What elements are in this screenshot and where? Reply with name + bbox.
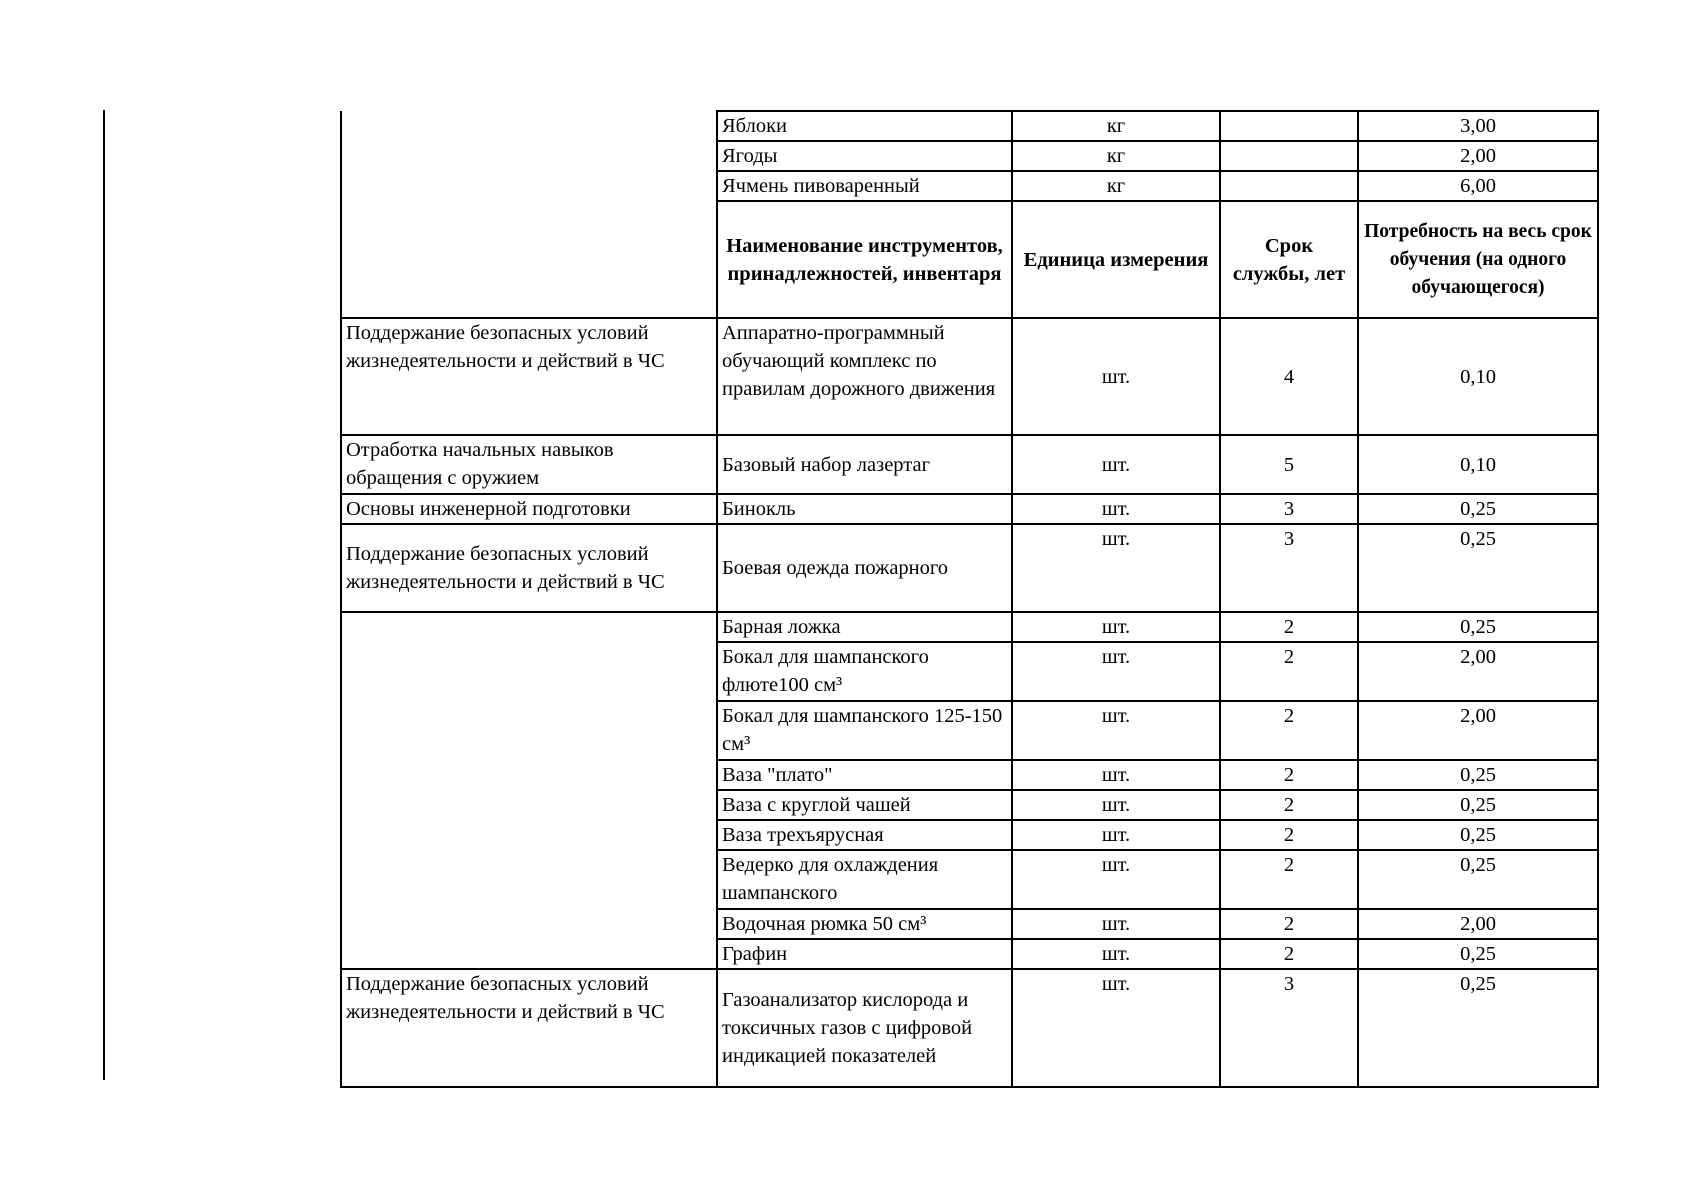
item-unit: шт. (1012, 435, 1220, 494)
item-name: Базовый набор лазертаг (717, 435, 1012, 494)
module-name: Отработка начальных навыков обращения с оружием (341, 435, 717, 494)
item-term: 2 (1220, 642, 1358, 701)
table-row (341, 494, 1598, 524)
item-term (1220, 171, 1358, 201)
item-name: Яблоки (717, 111, 1012, 141)
item-unit: шт. (1012, 494, 1220, 524)
module-name: Поддержание безопасных условий жизнедеятельности и действий в ЧС (341, 318, 717, 435)
item-term (1220, 111, 1358, 141)
item-name: Водочная рюмка 50 см³ (717, 909, 1012, 939)
item-unit: шт. (1012, 318, 1220, 435)
item-unit: шт. (1012, 642, 1220, 701)
item-unit: шт. (1012, 760, 1220, 790)
module-cell-empty (341, 612, 717, 969)
item-unit: шт. (1012, 612, 1220, 642)
header-unit: Единица измерения (1012, 201, 1220, 318)
item-name: Аппаратно-программный обучающий комплекс по правилам дорожного движения (717, 318, 1012, 435)
item-unit: шт. (1012, 850, 1220, 909)
item-name: Ведерко для охлаждения шампанского (717, 850, 1012, 909)
item-term: 3 (1220, 494, 1358, 524)
item-name: Ваза "плато" (717, 760, 1012, 790)
item-unit: кг (1012, 111, 1220, 141)
item-need: 0,10 (1358, 435, 1598, 494)
item-unit: шт. (1012, 909, 1220, 939)
item-need: 0,10 (1358, 318, 1598, 435)
header-need: Потребность на весь срок обучения (на одного обучающегося) (1358, 201, 1598, 318)
table-row (341, 435, 1598, 494)
item-name: Ваза с круглой чашей (717, 790, 1012, 820)
item-name: Газоанализатор кислорода и токсичных газов с цифровой индикацией показателей (717, 969, 1012, 1087)
header-name: Наименование инструментов, принадлежностей, инвентаря (717, 201, 1012, 318)
item-unit: шт. (1012, 701, 1220, 760)
table-row (341, 111, 1598, 141)
item-term: 2 (1220, 612, 1358, 642)
item-unit: шт. (1012, 524, 1220, 612)
item-name: Бинокль (717, 494, 1012, 524)
item-term: 2 (1220, 939, 1358, 969)
item-unit: кг (1012, 171, 1220, 201)
page-margin-rule (103, 110, 105, 1080)
item-unit: шт. (1012, 969, 1220, 1087)
item-need: 0,25 (1358, 820, 1598, 850)
item-name: Ваза трехъярусная (717, 820, 1012, 850)
item-need: 0,25 (1358, 524, 1598, 612)
item-term: 4 (1220, 318, 1358, 435)
item-unit: шт. (1012, 820, 1220, 850)
item-unit: шт. (1012, 939, 1220, 969)
item-need: 0,25 (1358, 494, 1598, 524)
module-cell-empty (341, 111, 717, 318)
item-name: Боевая одежда пожарного (717, 524, 1012, 612)
module-name: Поддержание безопасных условий жизнедеятельности и действий в ЧС (341, 969, 717, 1087)
item-term: 5 (1220, 435, 1358, 494)
module-name: Поддержание безопасных условий жизнедеятельности и действий в ЧС (341, 524, 717, 612)
item-name: Ягоды (717, 141, 1012, 171)
item-term: 2 (1220, 850, 1358, 909)
item-term: 2 (1220, 701, 1358, 760)
item-need: 0,25 (1358, 612, 1598, 642)
item-term: 3 (1220, 969, 1358, 1087)
item-term: 2 (1220, 760, 1358, 790)
item-name: Бокал для шампанского 125-150 см³ (717, 701, 1012, 760)
header-term: Срок службы, лет (1220, 201, 1358, 318)
item-term (1220, 141, 1358, 171)
item-need: 2,00 (1358, 642, 1598, 701)
item-need: 0,25 (1358, 850, 1598, 909)
equipment-table (340, 110, 1599, 1088)
item-need: 6,00 (1358, 171, 1598, 201)
table-row (341, 612, 1598, 642)
item-need: 2,00 (1358, 909, 1598, 939)
item-need: 3,00 (1358, 111, 1598, 141)
table-row (341, 969, 1598, 1087)
item-need: 2,00 (1358, 701, 1598, 760)
item-need: 2,00 (1358, 141, 1598, 171)
item-term: 2 (1220, 820, 1358, 850)
item-need: 0,25 (1358, 969, 1598, 1087)
item-term: 2 (1220, 909, 1358, 939)
table-row (341, 524, 1598, 612)
item-unit: кг (1012, 141, 1220, 171)
item-term: 3 (1220, 524, 1358, 612)
item-need: 0,25 (1358, 760, 1598, 790)
item-need: 0,25 (1358, 790, 1598, 820)
item-name: Бокал для шампанского флюте100 см³ (717, 642, 1012, 701)
item-unit: шт. (1012, 790, 1220, 820)
item-name: Ячмень пивоваренный (717, 171, 1012, 201)
item-name: Графин (717, 939, 1012, 969)
item-need: 0,25 (1358, 939, 1598, 969)
table-row (341, 318, 1598, 435)
item-term: 2 (1220, 790, 1358, 820)
module-name: Основы инженерной подготовки (341, 494, 717, 524)
item-name: Барная ложка (717, 612, 1012, 642)
